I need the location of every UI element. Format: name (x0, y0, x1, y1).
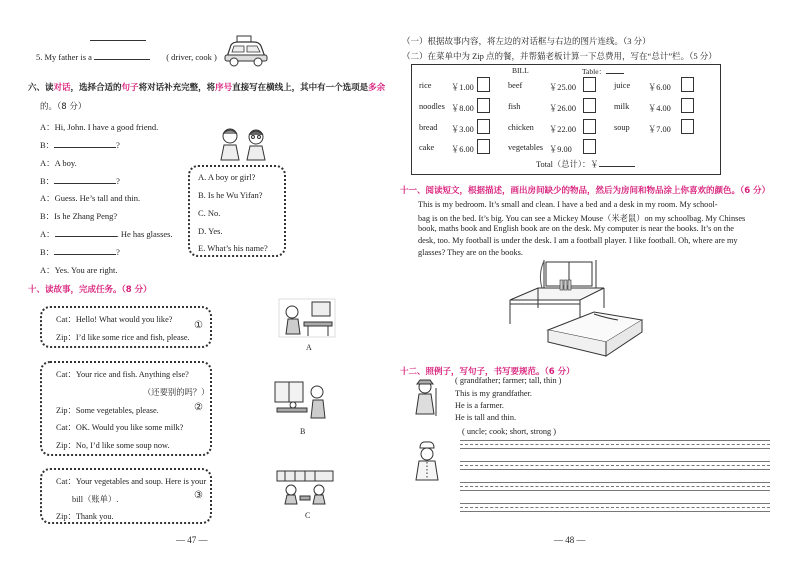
picture-c-label: C (305, 511, 311, 520)
box2-line-4: Cat：OK. Would you like some milk? (56, 423, 184, 432)
dialogue-blank-3[interactable] (55, 229, 117, 237)
menu-item-milk: milk (614, 102, 630, 111)
section-12-title: 十二、照例子，写句子，书写要规范。（6 分） (400, 367, 575, 377)
box3-line-1: Cat：Your vegetables and soup. Here is your (56, 477, 207, 486)
menu-item-rice: rice (419, 81, 432, 90)
menu-item-vegetables: vegetables (508, 143, 544, 152)
passage-line-1: This is my bedroom. It’s small and clean. I have a bed and a desk in my room. My school- (418, 200, 718, 209)
task-words: ( uncle; cook; short, strong ) (462, 427, 557, 436)
example-line-1: This is my grandfather. (455, 389, 532, 398)
dialogue-blank-4[interactable] (54, 247, 116, 255)
q5-options: ( driver, cook ) (166, 52, 217, 62)
box3-number: ③ (194, 490, 203, 501)
picture-a-label: A (306, 343, 312, 352)
menu-price-juice: ￥6.00 (648, 83, 671, 92)
menu-item-cake: cake (419, 143, 435, 152)
dialogue-line-9: A：Yes. You are right. (40, 265, 118, 275)
passage-line-5: glasses? They are on the books. (418, 248, 523, 257)
checkbox-vegetables[interactable] (583, 139, 596, 154)
box3-line-3: Zip：Thank you. (56, 512, 114, 521)
dialogue-blank-2[interactable] (54, 176, 116, 184)
dialogue-line-6: B：Is he Zhang Peng? (40, 211, 118, 221)
section-6-title: 六、读对话，选择合适的句子将对话补充完整，将序号直接写在横线上，其中有一个选项是多余 (28, 83, 386, 93)
menu-item-fish: fish (508, 102, 521, 111)
checkbox-juice[interactable] (681, 77, 694, 92)
option-e: E. What’s his name? (198, 243, 268, 253)
checkbox-rice[interactable] (477, 77, 490, 92)
option-a: A. A boy or girl? (198, 172, 256, 182)
task-2-instruction: （二）在菜单中为 Zip 点的餐，并帮猫老板计算一下总费用，写在“总计”栏。（5 分） (402, 51, 717, 61)
bedroom-drawing[interactable] (508, 258, 646, 360)
writing-line-5[interactable] (460, 465, 770, 466)
checkbox-chicken[interactable] (583, 119, 596, 134)
q5-text: 5. My father is a (36, 52, 92, 62)
task-1-instruction: （一）根据故事内容，将左边的对话框与右边的图片连线。（3 分） (402, 36, 651, 46)
checkbox-soup[interactable] (681, 119, 694, 134)
box2-line-1: Cat：Your rice and fish. Anything else? (56, 370, 189, 379)
writing-line-1[interactable] (460, 440, 770, 441)
dialogue-line-5: A：Guess. He’s tall and thin. (40, 193, 141, 203)
checkbox-milk[interactable] (681, 98, 694, 113)
q5-blank[interactable] (94, 52, 150, 60)
box1-line-2: Zip：I’d like some rice and fish, please. (56, 333, 190, 342)
dialogue-line-3: A：A boy. (40, 158, 77, 168)
example-line-3: He is tall and thin. (455, 413, 517, 422)
table-label: Table： (582, 66, 624, 77)
menu-price-chicken: ￥22.00 (549, 125, 576, 134)
passage-line-3: book, maths book and English book are on the desk. My computer is near the books. It’s on the (418, 224, 734, 233)
box2-number: ② (194, 402, 203, 413)
bill-total: Total（总计）：￥ (536, 158, 635, 170)
checkbox-cake[interactable] (477, 139, 490, 154)
dialogue-line-2: B： ? (40, 140, 120, 150)
total-blank[interactable] (599, 160, 635, 167)
two-kids-illustration (208, 126, 278, 164)
menu-price-milk: ￥4.00 (648, 104, 671, 113)
box3-line-2: bill（账单）. (72, 495, 119, 504)
menu-price-soup: ￥7.00 (648, 125, 671, 134)
box2-line-5: Zip：No, I’d like some soup now. (56, 441, 170, 450)
writing-line-4[interactable] (460, 461, 770, 462)
picture-b-label: B (300, 427, 306, 436)
writing-line-2[interactable] (460, 444, 770, 445)
menu-item-noodles: noodles (419, 102, 445, 111)
writing-line-8[interactable] (460, 486, 770, 487)
box1-line-1: Cat：Hello! What would you like? (56, 315, 173, 324)
picture-c (275, 468, 335, 506)
checkbox-bread[interactable] (477, 119, 490, 134)
writing-line-3[interactable] (460, 448, 770, 449)
menu-price-noodles: ￥8.00 (451, 104, 474, 113)
grandfather-farmer-icon (408, 378, 442, 418)
picture-b (273, 378, 333, 422)
checkbox-noodles[interactable] (477, 98, 490, 113)
passage-line-4: desk, too. My football is under the desk. I am a football player. I like football. Oh, where are my (418, 236, 738, 245)
menu-price-cake: ￥6.00 (451, 145, 474, 154)
page-number-right: — 48 — (554, 535, 586, 545)
dialogue-line-7: A： . He has glasses. (40, 229, 173, 239)
menu-item-beef: beef (508, 81, 523, 90)
menu-price-fish: ￥26.00 (549, 104, 576, 113)
box2-line-3: Zip：Some vegetables, please. (56, 406, 159, 415)
section-6-title-end: 的。（8 分） (40, 102, 87, 112)
menu-item-chicken: chicken (508, 123, 534, 132)
option-c: C. No. (198, 208, 221, 218)
picture-a (278, 298, 336, 338)
menu-item-bread: bread (419, 123, 438, 132)
example-line-2: He is a farmer. (455, 401, 504, 410)
passage-line-2: bag is on the bed. It’s big. You can see a Mickey Mouse（米老鼠）on my schoolbag. My Chinses (418, 214, 746, 223)
example-words: ( grandfather; farmer; tall, thin ) (455, 376, 562, 385)
page-number-left: — 47 — (176, 535, 208, 545)
menu-price-beef: ￥25.00 (549, 83, 576, 92)
dialogue-line-4: B： ? (40, 176, 120, 186)
section-11-title: 十一、阅读短文，根据描述，画出房间缺少的物品，然后为房间和物品涂上你喜欢的颜色。（6 分） (400, 186, 771, 196)
section-10-title: 十、读故事，完成任务。（8 分） (28, 285, 152, 295)
option-b: B. Is he Wu Yifan? (198, 190, 263, 200)
q5-line (36, 52, 217, 62)
writing-line-7[interactable] (460, 482, 770, 483)
menu-item-juice: juice (614, 81, 631, 90)
writing-line-9[interactable] (460, 490, 770, 491)
menu-item-soup: soup (614, 123, 630, 132)
menu-price-bread: ￥3.00 (451, 125, 474, 134)
writing-line-10[interactable] (460, 503, 770, 504)
option-d: D. Yes. (198, 226, 223, 236)
dialogue-blank-1[interactable] (54, 140, 116, 148)
uncle-cook-icon (410, 440, 444, 482)
box2-line-2: （还要别的吗？） (143, 388, 210, 397)
writing-line-6[interactable] (460, 469, 770, 470)
dialogue-line-8: B： ? (40, 247, 120, 257)
box1-number: ① (194, 320, 203, 331)
dialogue-line-1: A：Hi, John. I have a good friend. (40, 122, 159, 132)
bill-title: BILL (512, 66, 529, 75)
menu-price-rice: ￥1.00 (451, 83, 474, 92)
menu-price-vegetables: ￥9.00 (549, 145, 572, 154)
q4-blank-line[interactable] (90, 40, 146, 41)
checkbox-fish[interactable] (583, 98, 596, 113)
writing-line-11[interactable] (460, 507, 770, 508)
writing-line-12[interactable] (460, 511, 770, 512)
checkbox-beef[interactable] (583, 77, 596, 92)
taxi-illustration (222, 33, 270, 69)
